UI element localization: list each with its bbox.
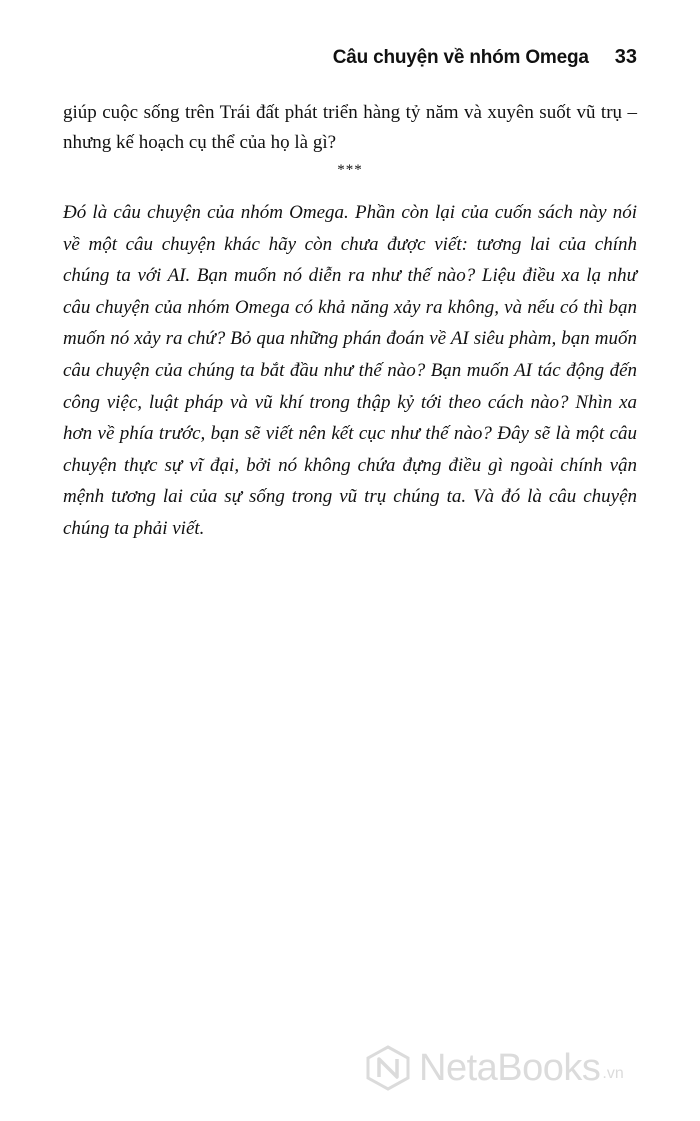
watermark-suffix: .vn [602,1065,624,1082]
watermark [365,1045,624,1091]
page-number: 33 [614,46,637,68]
italic-paragraph: Đó là câu chuyện của nhóm Omega. Phần còn lại của cuốn sách này nói về một câu chuyện khác hãy còn chưa được viết: tương lai của chính chúng ta với AI. Bạn muốn nó diễn ra như thế nào? Liệu điều xa lạ như câu chuyện của nhóm Omega có khả năng xảy ra không, và nếu có thì bạn muốn nó xảy ra chứ? Bỏ qua những phán đoán về AI siêu phàm, bạn muốn câu chuyện của chúng ta bắt đầu như thế nào? Bạn muốn AI tác động đến công việc, luật pháp và vũ khí trong thập kỷ tới theo cách nào? Nhìn xa hơn về phía trước, bạn sẽ viết nên kết cục như thế nào? Đây sẽ là một câu chuyện thực sự vĩ đại, bởi nó không chứa đựng điều gì ngoài chính vận mệnh tương lai của sự sống trong vũ trụ chúng ta. Và đó là câu chuyện chúng ta phải viết. [63,202,637,539]
watermark-brand: NetaBooks [419,1046,601,1089]
running-header [333,46,637,69]
chapter-title: Câu chuyện về nhóm Omega [332,47,589,68]
continuation-paragraph: giúp cuộc sống trên Trái đất phát triển hàng tỷ năm và xuyên suốt vũ trụ – nhưng kế hoạch cụ thể của họ là gì? [63,102,637,153]
section-separator: *** [337,162,363,178]
netabooks-logo-icon [365,1045,411,1091]
